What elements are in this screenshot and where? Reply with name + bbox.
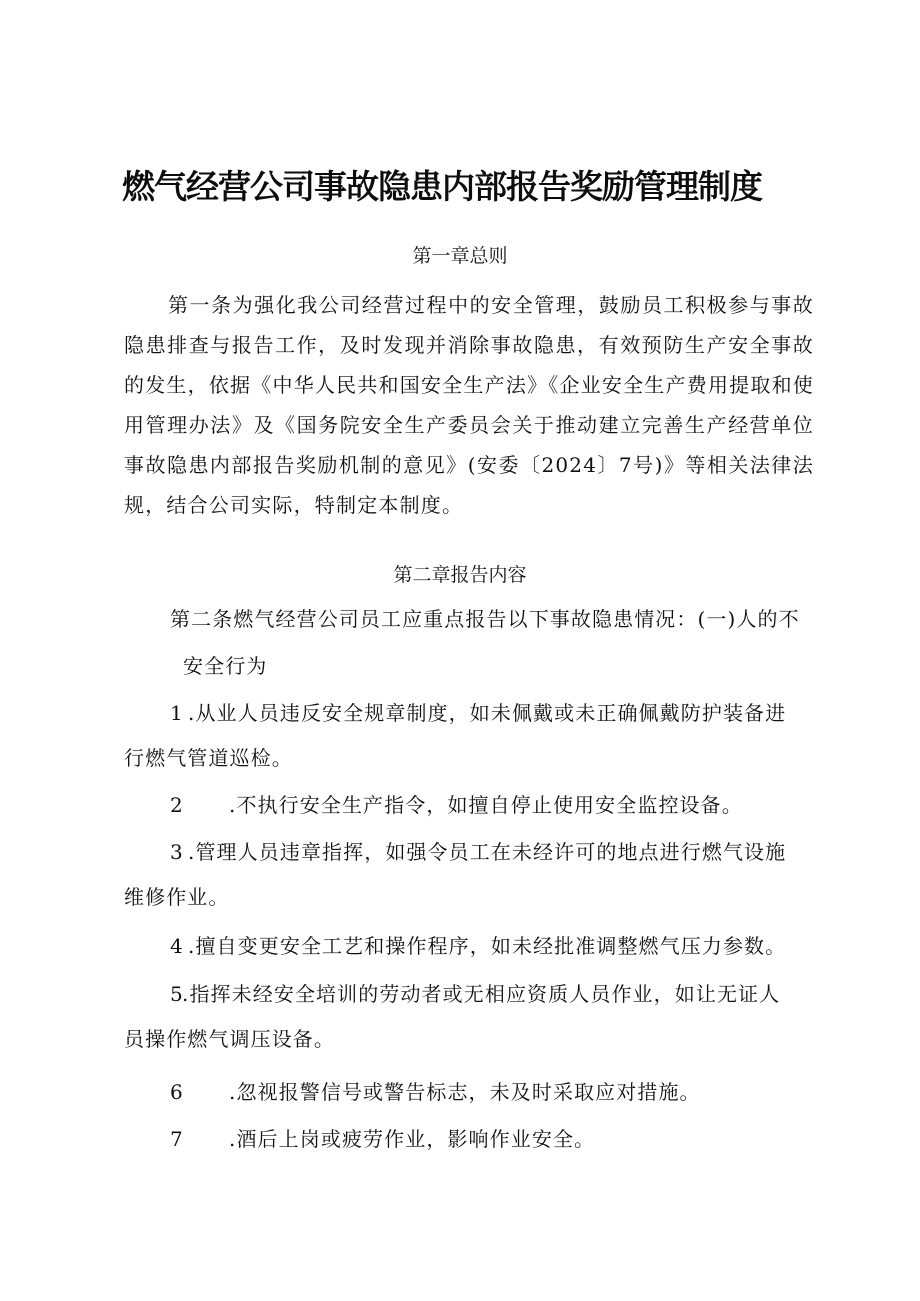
list-item-text: .指挥未经安全培训的劳动者或无相应资质人员作业，如让无证人 <box>182 982 781 1006</box>
article-1-paragraph: 第一条为强化我公司经营过程中的安全管理，鼓励员工积极参与事故隐患排查与报告工作，及时发现并消除事故隐患，有效预防生产安全事故的发生，依据《中华人民共和国安全生产法》《企业安全生产费用提取和使用管理办法》及《国务院安全生产委员会关于推动建立完善生产经营单位事故隐患内部报告奖励机制的意见》(安委〔2024〕7号)》等相关法律法规，结合公司实际，特制定本制度。 <box>124 293 814 517</box>
list-item-text: .管理人员违章指挥，如强令员工在未经许可的地点进行燃气设施 <box>188 840 787 864</box>
list-item-number: 1 <box>170 701 183 725</box>
list-item-text: .擅自变更安全工艺和操作程序，如未经批准调整燃气压力参数。 <box>188 934 787 958</box>
document-title: 燃气经营公司事故隐患内部报告奖励管理制度 <box>122 167 762 206</box>
article-2-text: 第二条燃气经营公司员工应重点报告以下事故隐患情况：(一)人的不 <box>170 607 800 631</box>
list-item-text: .酒后上岗或疲劳作业，影响作业安全。 <box>229 1127 596 1151</box>
list-item-text: .从业人员违反安全规章制度，如未佩戴或未正确佩戴防护装备进 <box>188 701 787 725</box>
list-item-number: 7 <box>170 1127 183 1151</box>
list-item-text: .不执行安全生产指令，如擅自停止使用安全监控设备。 <box>229 793 743 817</box>
chapter-2-heading: 第二章报告内容 <box>393 564 527 586</box>
list-item-number: 2 <box>170 793 183 817</box>
list-item-number: 4 <box>170 934 183 958</box>
list-item-number: 3 <box>170 840 183 864</box>
article-2-subheading: 安全行为 <box>183 654 268 678</box>
list-item-text-continued: 维修作业。 <box>124 885 230 909</box>
chapter-1-heading: 第一章总则 <box>412 245 508 267</box>
list-item-text-continued: 员操作燃气调压设备。 <box>124 1027 335 1051</box>
list-item-number: 6 <box>170 1080 183 1104</box>
list-item-number: 5 <box>170 982 183 1006</box>
list-item-text-continued: 行燃气管道巡检。 <box>124 746 293 770</box>
list-item-text: .忽视报警信号或警告标志，未及时采取应对措施。 <box>229 1080 701 1104</box>
